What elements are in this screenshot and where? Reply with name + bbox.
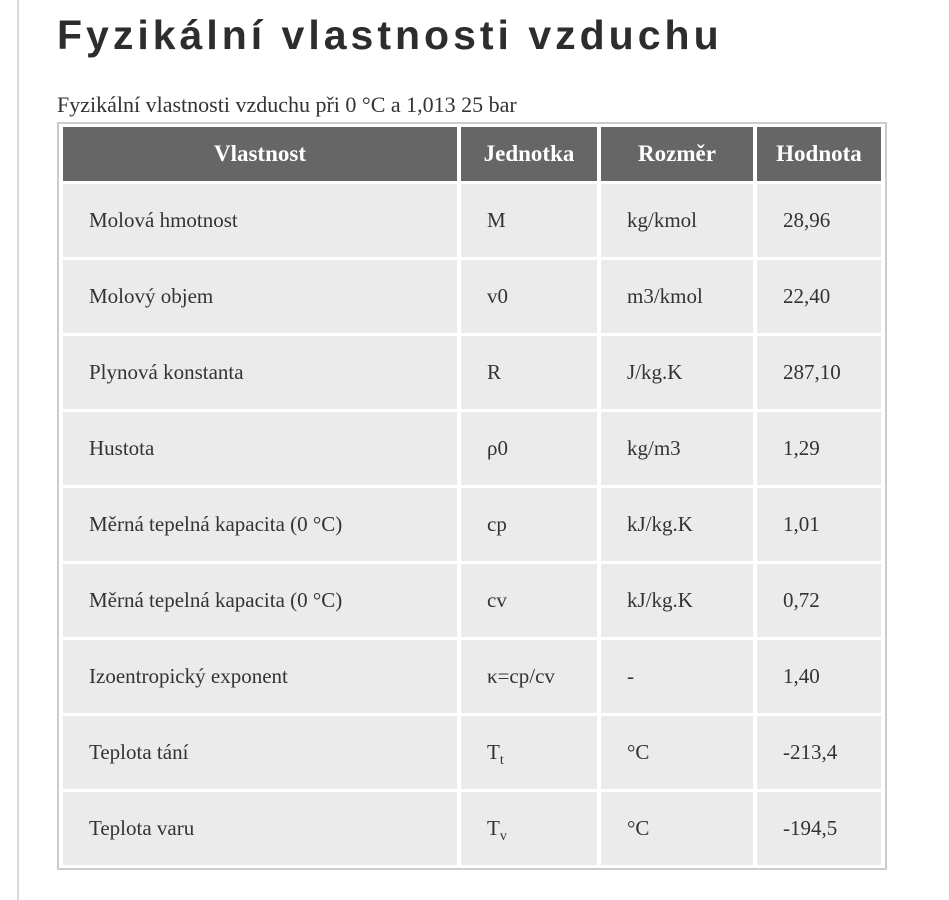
cell-symbol: cv xyxy=(461,564,597,637)
cell-property: Molová hmotnost xyxy=(63,184,457,257)
cell-symbol: κ=cp/cv xyxy=(461,640,597,713)
cell-property: Měrná tepelná kapacita (0 °C) xyxy=(63,564,457,637)
cell-property: Teplota tání xyxy=(63,716,457,789)
cell-symbol: R xyxy=(461,336,597,409)
cell-dimension: kg/kmol xyxy=(601,184,753,257)
content-area xyxy=(57,0,897,870)
cell-property: Hustota xyxy=(63,412,457,485)
column-header-dimension: Rozměr xyxy=(601,127,753,181)
cell-value: 28,96 xyxy=(757,184,881,257)
table-row xyxy=(63,488,881,561)
cell-value: -194,5 xyxy=(757,792,881,865)
cell-value: 1,01 xyxy=(757,488,881,561)
cell-property: Izoentropický exponent xyxy=(63,640,457,713)
page-left-border xyxy=(17,0,19,900)
table-row xyxy=(63,792,881,865)
table-caption: Fyzikální vlastnosti vzduchu při 0 °C a 1,013 25 bar xyxy=(57,92,517,117)
cell-dimension: °C xyxy=(601,716,753,789)
cell-dimension: kJ/kg.K xyxy=(601,564,753,637)
table-body xyxy=(63,184,881,865)
cell-value: 1,40 xyxy=(757,640,881,713)
table-header xyxy=(63,127,881,181)
cell-symbol: $T_v$ xyxy=(461,792,597,865)
cell-dimension: m3/kmol xyxy=(601,260,753,333)
cell-symbol: cp xyxy=(461,488,597,561)
table-row xyxy=(63,412,881,485)
cell-property: Teplota varu xyxy=(63,792,457,865)
cell-value: 22,40 xyxy=(757,260,881,333)
table-row xyxy=(63,336,881,409)
table-row xyxy=(63,260,881,333)
cell-dimension: J/kg.K xyxy=(601,336,753,409)
table-header-row xyxy=(63,127,881,181)
symbol-subscript: v xyxy=(499,829,507,845)
cell-symbol: ρ0 xyxy=(461,412,597,485)
cell-dimension: kJ/kg.K xyxy=(601,488,753,561)
cell-symbol: $T_t$ xyxy=(461,716,597,789)
table-row xyxy=(63,716,881,789)
cell-dimension: °C xyxy=(601,792,753,865)
page-title: Fyzikální vlastnosti vzduchu xyxy=(57,12,723,58)
cell-symbol: v0 xyxy=(461,260,597,333)
cell-value: 0,72 xyxy=(757,564,881,637)
column-header-value: Hodnota xyxy=(757,127,881,181)
table-row xyxy=(63,640,881,713)
cell-dimension: - xyxy=(601,640,753,713)
symbol-subscript: t xyxy=(499,753,504,769)
table-row xyxy=(63,564,881,637)
cell-value: 1,29 xyxy=(757,412,881,485)
cell-property: Plynová konstanta xyxy=(63,336,457,409)
cell-property: Molový objem xyxy=(63,260,457,333)
column-header-property: Vlastnost xyxy=(63,127,457,181)
cell-property: Měrná tepelná kapacita (0 °C) xyxy=(63,488,457,561)
cell-value: 287,10 xyxy=(757,336,881,409)
column-header-unit: Jednotka xyxy=(461,127,597,181)
table-row xyxy=(63,184,881,257)
properties-table xyxy=(57,122,887,870)
cell-symbol: M xyxy=(461,184,597,257)
cell-dimension: kg/m3 xyxy=(601,412,753,485)
cell-value: -213,4 xyxy=(757,716,881,789)
